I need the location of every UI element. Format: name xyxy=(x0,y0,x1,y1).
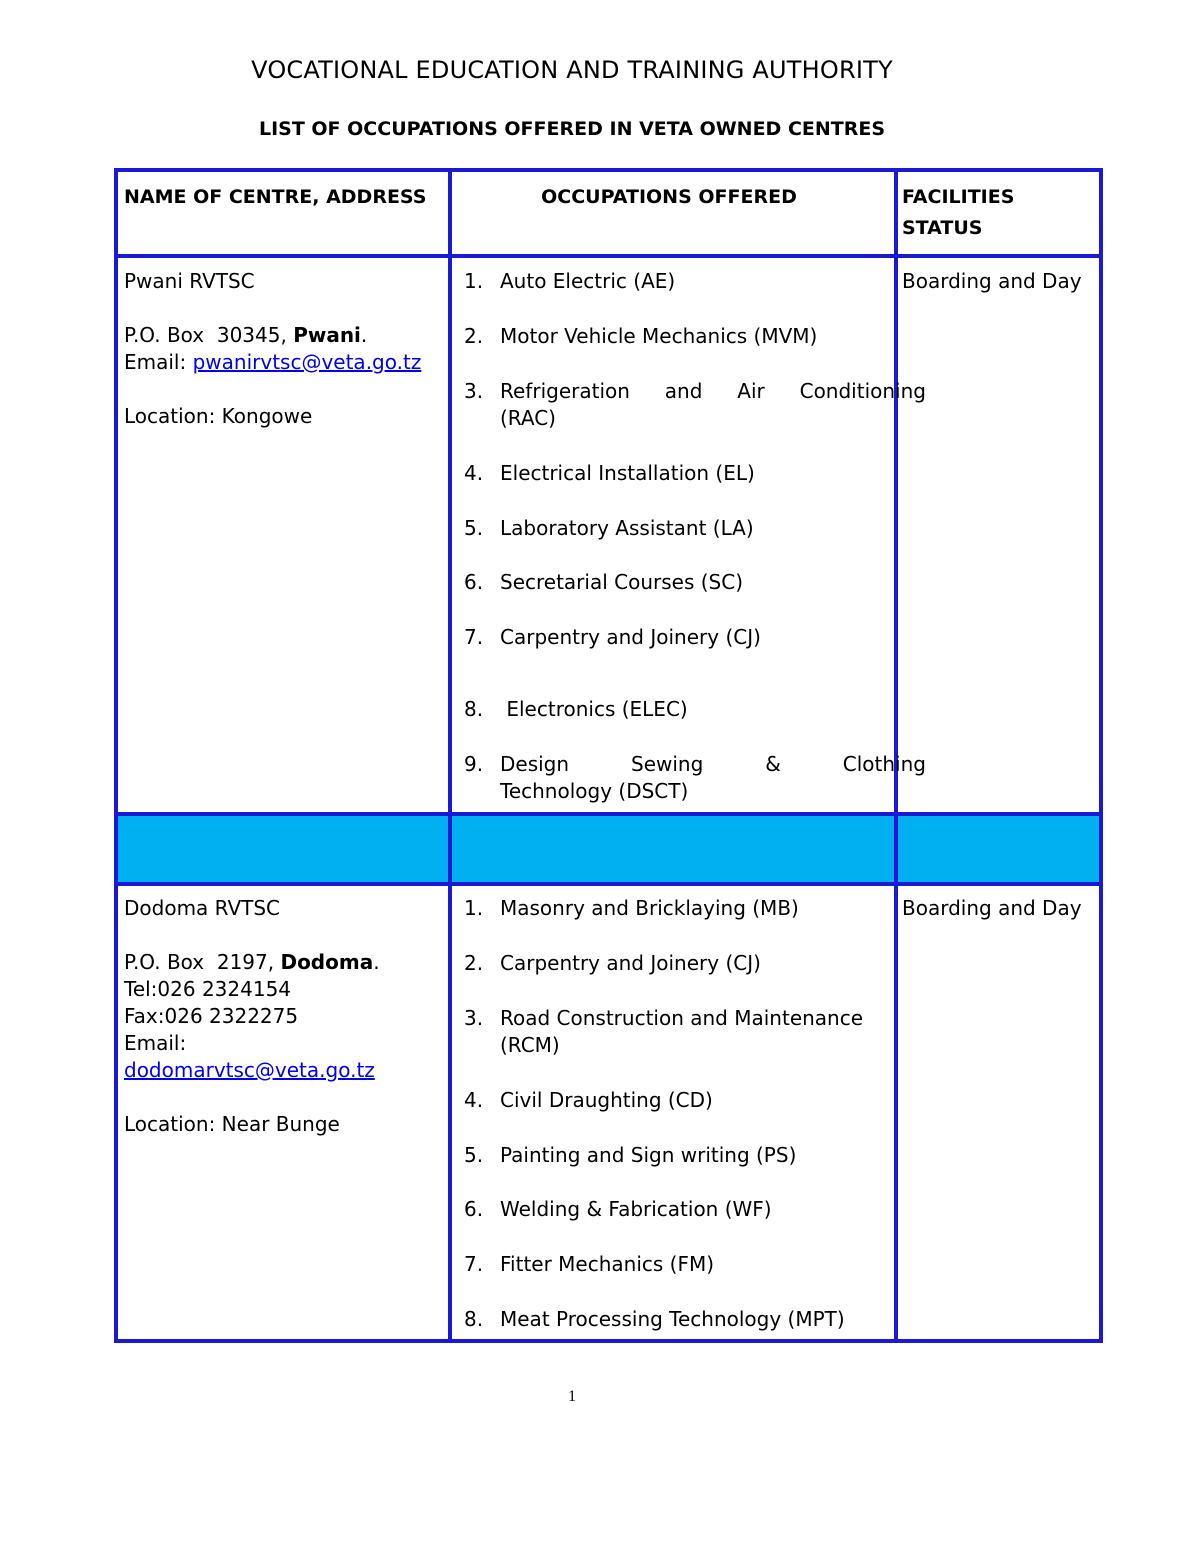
page-number: 1 xyxy=(568,1388,576,1405)
location: Location: Near Bunge xyxy=(124,1112,340,1136)
location: Location: Kongowe xyxy=(124,404,313,428)
header-facilities xyxy=(902,182,1098,244)
list-item: 4. Electrical Installation (EL) xyxy=(464,461,755,485)
document-subtitle: LIST OF OCCUPATIONS OFFERED IN VETA OWNED CENTRES xyxy=(258,118,886,140)
centre-name: Dodoma RVTSC xyxy=(124,896,281,920)
list-item: 6. Welding & Fabrication (WF) xyxy=(464,1197,772,1221)
column-divider xyxy=(894,816,898,882)
column-divider xyxy=(448,816,452,882)
list-item: 3. Refrigeration and Air Conditioning (RAC) xyxy=(464,379,926,430)
list-item: 7. Carpentry and Joinery (CJ) xyxy=(464,625,761,649)
list-item: 8. Meat Processing Technology (MPT) xyxy=(464,1307,845,1331)
separator-band xyxy=(118,816,1099,882)
occupations-table xyxy=(114,168,1103,1343)
header-centre: NAME OF CENTRE, ADDRESS xyxy=(124,186,427,208)
list-item: 7. Fitter Mechanics (FM) xyxy=(464,1252,715,1276)
centre-name: Pwani RVTSC xyxy=(124,269,255,293)
list-item: 6. Secretarial Courses (SC) xyxy=(464,570,743,594)
header-facilities-line1: FACILITIES xyxy=(902,186,1015,208)
facilities-pwani: Boarding and Day xyxy=(902,269,1082,293)
centre-info-dodoma xyxy=(124,895,444,1138)
facilities-dodoma: Boarding and Day xyxy=(902,896,1082,920)
document-title: VOCATIONAL EDUCATION AND TRAINING AUTHORITY xyxy=(251,56,893,84)
email-line: Email: pwanirvtsc@veta.go.tz xyxy=(124,350,422,374)
list-item: 1. Masonry and Bricklaying (MB) xyxy=(464,896,799,920)
fax: Fax:026 2322275 xyxy=(124,1004,299,1028)
list-item: 2. Carpentry and Joinery (CJ) xyxy=(464,951,761,975)
column-divider xyxy=(448,172,452,1339)
centre-info-pwani xyxy=(124,268,444,430)
row-divider xyxy=(118,882,1099,886)
list-item: 9. Design Sewing & Clothing Technology (DSCT) xyxy=(464,752,926,803)
list-item: 4. Civil Draughting (CD) xyxy=(464,1088,713,1112)
list-item: 5. Painting and Sign writing (PS) xyxy=(464,1143,797,1167)
list-item: 8. Electronics (ELEC) xyxy=(464,697,688,721)
list-item: 5. Laboratory Assistant (LA) xyxy=(464,516,754,540)
email-link[interactable]: dodomarvtsc@veta.go.tz xyxy=(124,1058,375,1082)
list-item: 2. Motor Vehicle Mechanics (MVM) xyxy=(464,324,818,348)
po-box: P.O. Box 2197, Dodoma. xyxy=(124,950,380,974)
po-box: P.O. Box 30345, Pwani. xyxy=(124,323,368,347)
row-divider xyxy=(118,254,1099,258)
header-occupations: OCCUPATIONS OFFERED xyxy=(541,186,797,208)
email-label: Email: xyxy=(124,1031,187,1055)
tel: Tel:026 2324154 xyxy=(124,977,292,1001)
list-item: 3. Road Construction and Maintenance (RCM) xyxy=(464,1006,864,1057)
header-facilities-line2: STATUS xyxy=(902,217,983,239)
list-item: 1. Auto Electric (AE) xyxy=(464,269,676,293)
email-link[interactable]: pwanirvtsc@veta.go.tz xyxy=(192,350,422,374)
